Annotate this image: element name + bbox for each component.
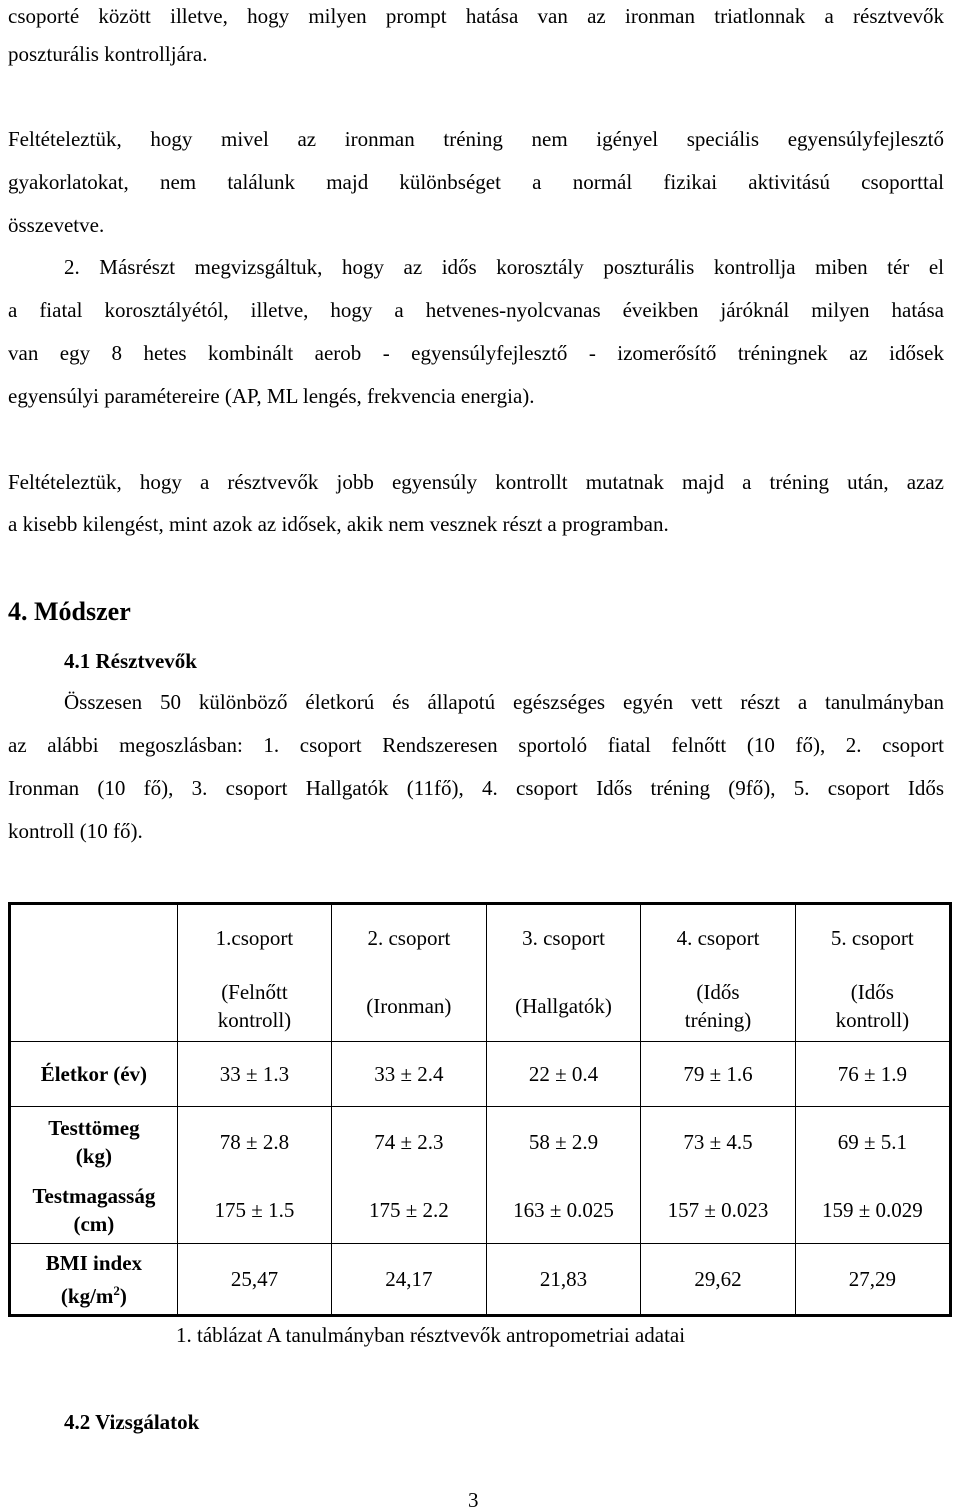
table-corner-cell	[10, 904, 178, 1042]
row-label-text: BMI index	[45, 1250, 143, 1275]
table-cell: 163 ± 0.025	[486, 1177, 641, 1244]
aim2-line-2: a fiatal korosztályétól, illetve, hogy a hetvenes-nyolcvanas éveikben járóknál milyen hatása	[8, 298, 944, 322]
table-cell: 175 ± 1.5	[177, 1177, 331, 1244]
column-desc-text: (Hallgatók)	[515, 994, 612, 1019]
participants-line-2: az alábbi megoszlásban: 1. csoport Rendszeresen sportoló fiatal felnőtt (10 fő), 2. csoport	[8, 733, 944, 757]
intro-line-2: poszturális kontrolljára.	[8, 42, 208, 66]
table-row	[10, 1042, 951, 1107]
table-caption: 1. táblázat A tanulmányban résztvevők antropometriai adatai	[176, 1323, 686, 1347]
column-desc-group-2	[332, 972, 487, 1042]
section-heading: 4. Módszer	[8, 597, 131, 626]
table-cell: 69 ± 5.1	[795, 1107, 950, 1177]
row-label-unit	[11, 1277, 177, 1310]
column-desc-group-5	[795, 972, 950, 1042]
unit-text: (kg/m	[60, 1283, 114, 1308]
table-cell: 25,47	[177, 1244, 331, 1316]
hypothesis1-line-1: Feltételeztük, hogy mivel az ironman tréning nem igényel speciális egyensúlyfejlesztő	[8, 127, 944, 151]
aim2-line-3: van egy 8 hetes kombinált aerob - egyensúlyfejlesztő - izomerősítő tréningnek az idősek	[8, 341, 944, 365]
table-cell: 33 ± 1.3	[177, 1042, 331, 1107]
column-desc-group-4	[641, 972, 795, 1042]
aim2-line-1: 2. Másrészt megvizsgáltuk, hogy az idős korosztály poszturális kontrollja miben tér el	[64, 255, 944, 279]
table-row	[10, 1107, 951, 1177]
column-header-group-1: 1.csoport	[177, 904, 331, 972]
table-cell: 22 ± 0.4	[486, 1042, 641, 1107]
aim2-line-4: egyensúlyi paramétereire (AP, ML lengés, frekvencia energia).	[8, 384, 535, 408]
column-desc-text: (Felnőtt kontroll)	[217, 980, 292, 1033]
column-header-group-3: 3. csoport	[486, 904, 641, 972]
table-cell: 33 ± 2.4	[332, 1042, 487, 1107]
table-row	[10, 1244, 951, 1316]
intro-line-1: csoporté között illetve, hogy milyen prompt hatása van az ironman triatlonnak a résztvevők	[8, 4, 944, 28]
column-header-group-4: 4. csoport	[641, 904, 795, 972]
unit-superscript: 2	[113, 1282, 120, 1298]
row-label-weight	[10, 1107, 178, 1177]
table-cell: 29,62	[641, 1244, 795, 1316]
participants-line-1: Összesen 50 különböző életkorú és állapotú egészséges egyén vett részt a tanulmányban	[64, 690, 944, 714]
column-desc-text: (Idős tréning)	[684, 980, 752, 1033]
hypothesis1-line-2: gyakorlatokat, nem találunk majd különbséget a normál fizikai aktivitású csoporttal	[8, 170, 944, 194]
table-cell: 175 ± 2.2	[332, 1177, 487, 1244]
table-cell: 21,83	[486, 1244, 641, 1316]
column-desc-text: (Ironman)	[366, 994, 452, 1019]
row-label-text: Testtömeg (kg)	[48, 1115, 140, 1168]
participants-line-4: kontroll (10 fő).	[8, 819, 143, 843]
column-desc-group-1	[177, 972, 331, 1042]
column-desc-text: (Idős kontroll)	[835, 980, 910, 1033]
column-desc-group-3	[486, 972, 641, 1042]
column-header-group-2: 2. csoport	[332, 904, 487, 972]
page-number: 3	[468, 1488, 479, 1512]
unit-text-close: )	[119, 1283, 127, 1308]
table-cell: 74 ± 2.3	[332, 1107, 487, 1177]
hypothesis2-line-2: a kisebb kilengést, mint azok az idősek, akik nem vesznek részt a programban.	[8, 512, 669, 536]
row-label-age: Életkor (év)	[10, 1042, 178, 1107]
row-label-text: Testmagasság (cm)	[32, 1183, 156, 1236]
table-cell: 27,29	[795, 1244, 950, 1316]
row-label-bmi	[10, 1244, 178, 1316]
subsection-heading: 4.1 Résztvevők	[64, 649, 197, 673]
hypothesis2-line-1: Feltételeztük, hogy a résztvevők jobb egyensúly kontrollt mutatnak majd a tréning után, azaz	[8, 470, 944, 494]
table-cell: 157 ± 0.023	[641, 1177, 795, 1244]
column-header-group-5: 5. csoport	[795, 904, 950, 972]
row-label-height	[10, 1177, 178, 1244]
table-cell: 78 ± 2.8	[177, 1107, 331, 1177]
table-cell: 73 ± 4.5	[641, 1107, 795, 1177]
table-row	[10, 1177, 951, 1244]
table-cell: 76 ± 1.9	[795, 1042, 950, 1107]
hypothesis1-line-3: összevetve.	[8, 213, 105, 237]
table-cell: 24,17	[332, 1244, 487, 1316]
table-header-row-names	[10, 904, 951, 972]
table-cell: 159 ± 0.029	[795, 1177, 950, 1244]
table-cell: 79 ± 1.6	[641, 1042, 795, 1107]
table-cell: 58 ± 2.9	[486, 1107, 641, 1177]
participants-line-3: Ironman (10 fő), 3. csoport Hallgatók (11fő), 4. csoport Idős tréning (9fő), 5. csoport Idős	[8, 776, 944, 800]
next-subsection-heading: 4.2 Vizsgálatok	[64, 1410, 200, 1434]
anthropometric-table	[8, 902, 952, 1317]
